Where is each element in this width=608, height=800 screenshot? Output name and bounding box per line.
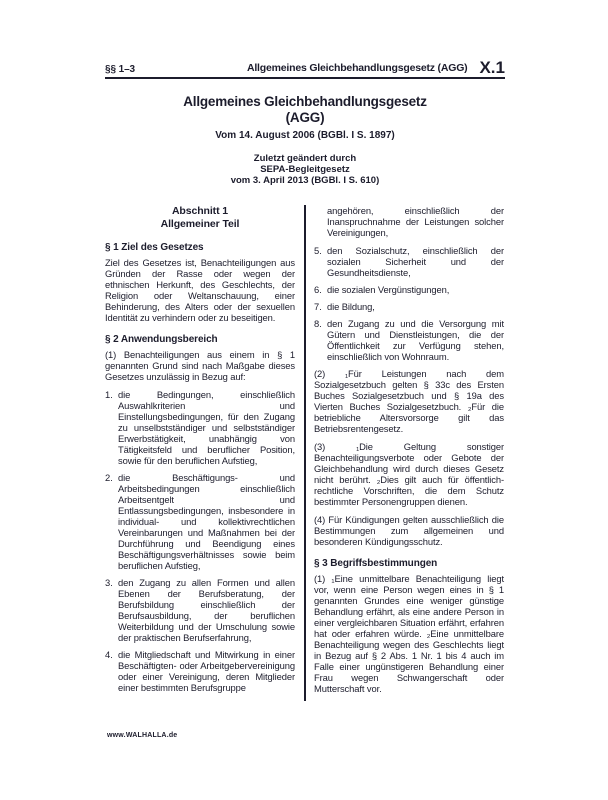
list-item-6-number: 6. — [314, 284, 322, 295]
header-doc-title: Allgemeines Gleichbehandlungsgesetz (AGG) — [246, 62, 468, 74]
section-heading — [105, 205, 295, 231]
list-item-6-text: die sozialen Vergünstigungen, — [327, 284, 450, 295]
list-item-1 — [105, 389, 295, 466]
amendment-line2: SEPA-Begleitgesetz — [260, 164, 350, 175]
list-item-3 — [105, 577, 295, 643]
section-heading-line2: Allgemeiner Teil — [160, 218, 240, 230]
par2-abs3: (3) ₁Die Geltung sonstiger Benachteiligungsverbote oder Gebote der Gleichbehandlung wird durch dieses Gesetz nicht berührt. ₂Dies gilt auch für öffentlich-rechtliche Vorschriften, die dem Schutz bestimmter Personengruppen dienen. — [314, 441, 504, 507]
list-item-4-text: die Mitgliedschaft und Mitwirkung in einer Beschäftigten- oder Arbeitgebervereinigung oder einer Vereinigung, deren Mitglieder einer bestimmten Berufsgruppe — [118, 649, 295, 693]
list-item-5-text: den Sozialschutz, einschließlich der sozialen Sicherheit und der Gesundheitsdienste, — [327, 245, 504, 278]
list-item-7-text: die Bildung, — [327, 301, 375, 312]
list-item-3-text: den Zugang zu allen Formen und allen Ebenen der Berufsberatung, der Berufsbildung einschließlich der Berufsausbildung, der beruflichen Weiterbildung und der Umschulung sowie der praktischen Berufserfahrung, — [118, 577, 295, 643]
par2-abs1-intro: (1) Benachteiligungen aus einem in § 1 genannten Grund sind nach Maßgabe dieses Gesetzes unzulässig in Bezug auf: — [105, 349, 295, 382]
two-column-body — [105, 205, 505, 701]
list-item-2 — [105, 472, 295, 571]
publisher-url: www.WALHALLA.de — [107, 732, 178, 739]
list-item-5 — [314, 245, 504, 278]
list-item-4-number: 4. — [105, 649, 113, 660]
header-section-code: X.1 — [479, 58, 505, 77]
list-item-2-text: die Beschäftigungs- und Arbeitsbedingungen einschließlich Arbeitsentgelt und Entlassungsbedingungen, insbesondere in individual- und kollektivrechtlichen Vereinbarungen und Maßnahmen bei der Durchführung und Beendigung eines Beschäftigungsverhältnisses sowie beim beruflichen Aufstieg, — [118, 472, 295, 571]
law-title-line1: Allgemeines Gleichbehandlungsgesetz — [183, 94, 427, 109]
par2-heading: § 2 Anwendungsbereich — [105, 334, 218, 345]
list-item-8 — [314, 318, 504, 362]
page-content — [105, 60, 505, 701]
running-header — [105, 60, 505, 79]
list-item-3-number: 3. — [105, 577, 113, 588]
list-item-5-number: 5. — [314, 245, 322, 256]
list-item-1-number: 1. — [105, 389, 113, 400]
par2-abs2: (2) ₁Für Leistungen nach dem Sozialgesetzbuch gelten § 33c des Ersten Buches Sozialgesetzbuch und § 19a des Vierten Buches Sozialgesetzbuch. ₂Für die betriebliche Altersvorsorge gilt das Betriebsrentengesetz. — [314, 368, 504, 434]
title-block — [105, 94, 505, 186]
left-column — [105, 205, 295, 701]
amendment-line3: vom 3. April 2013 (BGBl. I S. 610) — [230, 175, 380, 186]
amendment-block — [105, 153, 505, 186]
list-item-8-number: 8. — [314, 318, 322, 329]
list-item-8-text: den Zugang zu und die Versorgung mit Gütern und Dienstleistungen, die der Öffentlichkeit zur Verfügung stehen, einschließlich von Wohnraum. — [327, 318, 504, 362]
list-item-7 — [314, 301, 504, 312]
amendment-line1: Zuletzt geändert durch — [253, 153, 357, 164]
law-title-line2: (AGG) — [285, 109, 325, 125]
par3-abs1: (1) ₁Eine unmittelbare Benachteiligung liegt vor, wenn eine Person wegen eines in § 1 genannten Grundes eine weniger günstige Behandlung erfährt, als eine andere Person in einer vergleichbaren Situation erfährt, erfahren hat oder erfahren würde. ₂Eine unmittelbare Benachteiligung wegen des Geschlechts liegt in Bezug auf § 2 Abs. 1 Nr. 1 bis 4 auch im Falle einer ungünstigeren Behandlung einer Frau wegen Schwangerschaft oder Mutterschaft vor. — [314, 573, 504, 694]
list-item-6 — [314, 284, 504, 295]
law-title — [105, 94, 505, 125]
list-item-4-continuation: angehören, einschließlich der Inanspruchnahme der Leistungen solcher Vereinigungen, — [327, 205, 504, 238]
list-item-7-number: 7. — [314, 301, 322, 312]
law-date-line: Vom 14. August 2006 (BGBl. I S. 1897) — [215, 130, 395, 141]
column-divider — [304, 205, 306, 701]
list-item-1-text: die Bedingungen, einschließlich Auswahlkriterien und Einstellungsbedingungen, für den Zugang zu unselbstständiger und selbstständiger Erwerbstätigkeit, unabhängig von Tätigkeitsfeld und beruflicher Position, sowie für den beruflichen Aufstieg, — [118, 389, 295, 466]
par3-heading: § 3 Begriffsbestimmungen — [314, 558, 438, 569]
par1-heading: § 1 Ziel des Gesetzes — [105, 242, 204, 253]
header-paragraph-range: §§ 1–3 — [105, 64, 135, 75]
right-column — [314, 205, 504, 701]
list-item-4 — [105, 649, 295, 693]
list-item-2-number: 2. — [105, 472, 113, 483]
par1-body: Ziel des Gesetzes ist, Benachteiligungen aus Gründen der Rasse oder wegen der ethnischen Herkunft, des Geschlechts, der Religion oder Weltanschauung, einer Behinderung, des Alters oder der sexuellen Identität zu verhindern oder zu beseitigen. — [105, 257, 295, 323]
par2-abs4: (4) Für Kündigungen gelten ausschließlich die Bestimmungen zum allgemeinen und besonderen Kündigungsschutz. — [314, 514, 504, 547]
section-heading-line1: Abschnitt 1 — [171, 205, 229, 217]
